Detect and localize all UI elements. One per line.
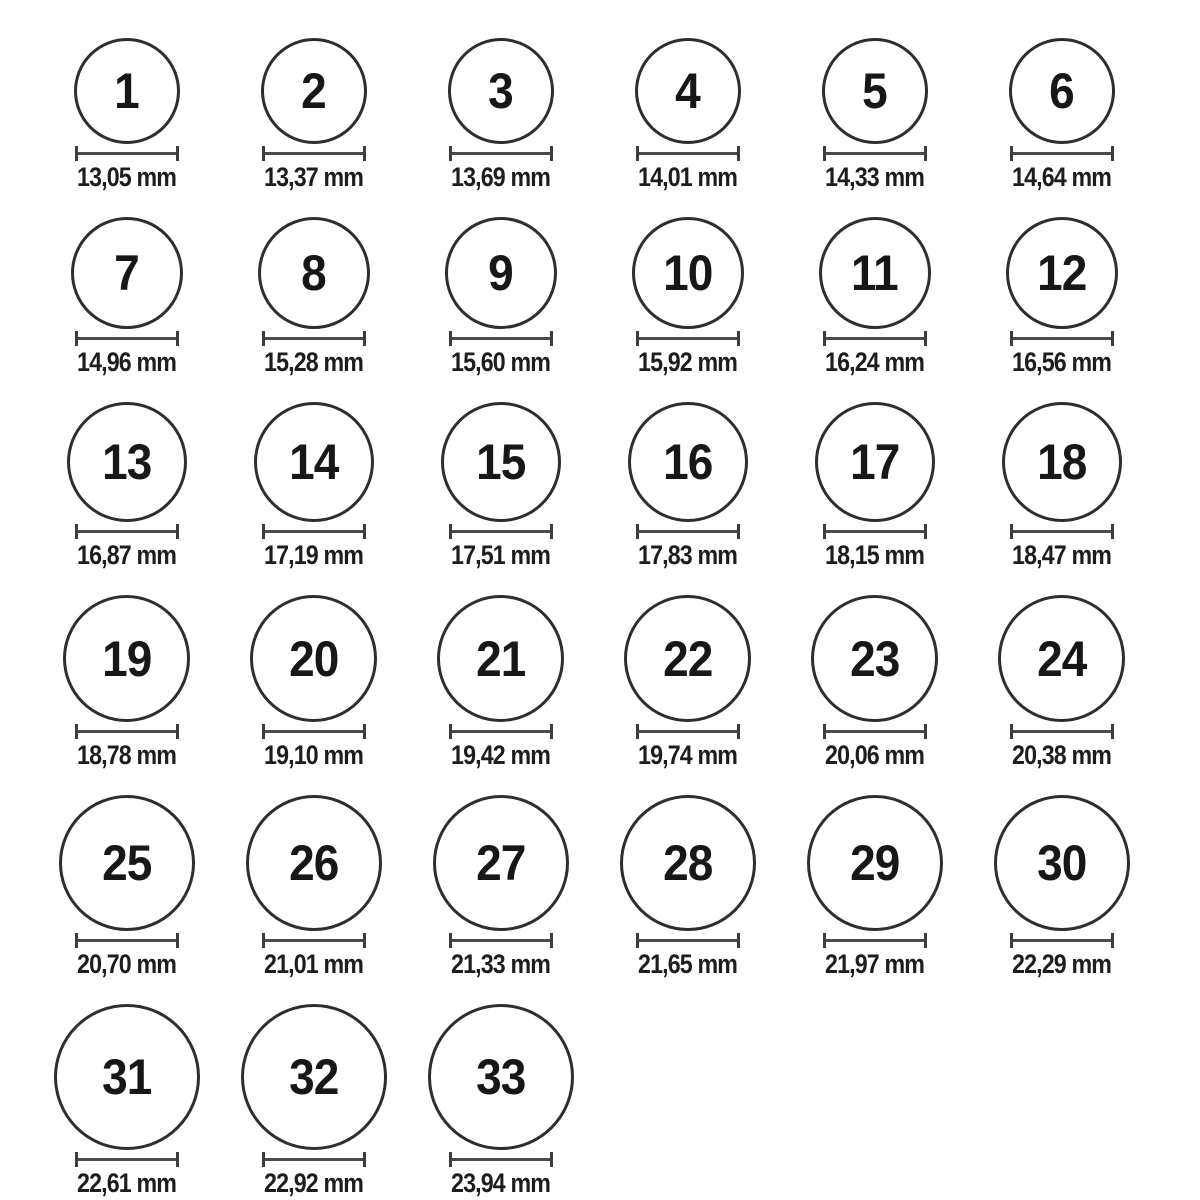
size-number: 23 <box>849 630 900 687</box>
diameter-label: 22,29 mm <box>1012 949 1111 979</box>
diameter-dimension-line <box>75 724 179 739</box>
size-number: 20 <box>288 630 339 687</box>
ring-size-cell <box>781 38 968 191</box>
ring-size-cell <box>781 402 968 569</box>
size-circle <box>1009 38 1115 144</box>
ring-size-cell <box>968 795 1155 978</box>
ring-size-row <box>33 402 1200 569</box>
diameter-label: 16,87 mm <box>77 540 176 570</box>
ring-size-cell <box>594 217 781 376</box>
ring-size-row <box>33 38 1200 191</box>
size-number: 4 <box>675 63 700 119</box>
size-circle <box>635 38 741 144</box>
size-number: 32 <box>288 1049 339 1105</box>
diameter-dimension-line <box>262 724 366 739</box>
size-circle <box>250 595 377 722</box>
diameter-label: 19,10 mm <box>264 740 363 770</box>
diameter-label: 21,97 mm <box>825 949 924 979</box>
ring-size-cell <box>33 38 220 191</box>
diameter-dimension-line <box>449 524 553 539</box>
diameter-dimension-line <box>1010 146 1114 161</box>
size-number: 24 <box>1036 630 1087 687</box>
diameter-label: 21,33 mm <box>451 949 550 979</box>
size-circle <box>71 217 183 329</box>
diameter-dimension-line <box>262 331 366 346</box>
size-number: 9 <box>488 245 513 301</box>
size-circle <box>428 1004 574 1150</box>
diameter-label: 22,61 mm <box>77 1168 176 1198</box>
diameter-label: 13,69 mm <box>451 162 550 192</box>
size-circle <box>67 402 187 522</box>
ring-size-cell <box>220 795 407 978</box>
ring-size-cell <box>33 402 220 569</box>
ring-size-cell <box>594 402 781 569</box>
size-circle <box>620 795 756 931</box>
diameter-dimension-line <box>823 331 927 346</box>
size-number: 5 <box>862 63 887 119</box>
ring-size-cell <box>220 1004 407 1197</box>
diameter-label: 22,92 mm <box>264 1168 363 1198</box>
size-circle <box>437 595 564 722</box>
diameter-dimension-line <box>262 1152 366 1167</box>
size-circle <box>445 217 557 329</box>
size-circle <box>433 795 569 931</box>
ring-size-cell <box>33 217 220 376</box>
ring-size-cell <box>781 595 968 769</box>
ring-size-cell <box>407 217 594 376</box>
ring-size-cell <box>781 217 968 376</box>
diameter-label: 23,94 mm <box>451 1168 550 1198</box>
diameter-dimension-line <box>75 146 179 161</box>
diameter-label: 20,70 mm <box>77 949 176 979</box>
size-circle <box>246 795 382 931</box>
size-number: 16 <box>662 434 713 490</box>
diameter-dimension-line <box>449 1152 553 1167</box>
size-circle <box>1006 217 1118 329</box>
size-number: 28 <box>662 835 713 891</box>
size-number: 12 <box>1036 245 1087 301</box>
size-number: 19 <box>101 630 152 687</box>
diameter-dimension-line <box>1010 331 1114 346</box>
diameter-label: 21,65 mm <box>638 949 737 979</box>
diameter-dimension-line <box>75 1152 179 1167</box>
diameter-dimension-line <box>1010 524 1114 539</box>
size-number: 13 <box>101 434 152 490</box>
ring-size-cell <box>968 38 1155 191</box>
diameter-dimension-line <box>636 146 740 161</box>
size-number: 26 <box>288 835 339 891</box>
size-number: 31 <box>101 1049 152 1105</box>
diameter-dimension-line <box>823 146 927 161</box>
diameter-label: 14,33 mm <box>825 162 924 192</box>
size-circle <box>261 38 367 144</box>
diameter-label: 14,01 mm <box>638 162 737 192</box>
diameter-dimension-line <box>75 933 179 948</box>
size-circle <box>63 595 190 722</box>
ring-size-cell <box>220 402 407 569</box>
ring-size-cell <box>968 402 1155 569</box>
size-circle <box>994 795 1130 931</box>
size-circle <box>1002 402 1122 522</box>
size-number: 17 <box>849 434 900 490</box>
size-number: 27 <box>475 835 526 891</box>
size-number: 33 <box>475 1049 526 1105</box>
size-number: 11 <box>851 245 898 301</box>
diameter-dimension-line <box>449 724 553 739</box>
size-number: 2 <box>301 63 326 119</box>
ring-size-row <box>33 595 1200 769</box>
diameter-dimension-line <box>823 933 927 948</box>
ring-size-cell <box>594 38 781 191</box>
ring-size-row <box>33 217 1200 376</box>
diameter-label: 15,60 mm <box>451 347 550 377</box>
size-number: 22 <box>662 630 713 687</box>
diameter-dimension-line <box>449 146 553 161</box>
ring-size-cell <box>594 595 781 769</box>
ring-size-cell <box>220 38 407 191</box>
diameter-dimension-line <box>262 524 366 539</box>
size-circle <box>59 795 195 931</box>
ring-size-cell <box>407 38 594 191</box>
size-number: 7 <box>114 245 139 301</box>
diameter-label: 20,06 mm <box>825 740 924 770</box>
diameter-label: 14,64 mm <box>1012 162 1111 192</box>
diameter-label: 14,96 mm <box>77 347 176 377</box>
size-circle <box>632 217 744 329</box>
ring-size-cell <box>33 595 220 769</box>
diameter-label: 18,78 mm <box>77 740 176 770</box>
diameter-dimension-line <box>1010 724 1114 739</box>
size-circle <box>624 595 751 722</box>
ring-size-cell <box>407 1004 594 1197</box>
diameter-dimension-line <box>636 933 740 948</box>
size-number: 3 <box>488 63 513 119</box>
diameter-dimension-line <box>636 524 740 539</box>
size-circle <box>441 402 561 522</box>
ring-size-cell <box>33 795 220 978</box>
size-circle <box>811 595 938 722</box>
size-number: 10 <box>662 245 713 301</box>
diameter-dimension-line <box>262 146 366 161</box>
size-number: 14 <box>288 434 339 490</box>
diameter-label: 19,42 mm <box>451 740 550 770</box>
diameter-dimension-line <box>75 331 179 346</box>
diameter-label: 15,28 mm <box>264 347 363 377</box>
size-number: 30 <box>1036 835 1087 891</box>
size-number: 6 <box>1049 63 1074 119</box>
ring-size-cell <box>407 795 594 978</box>
size-number: 29 <box>849 835 900 891</box>
size-number: 8 <box>301 245 326 301</box>
diameter-label: 17,83 mm <box>638 540 737 570</box>
diameter-label: 18,15 mm <box>825 540 924 570</box>
diameter-label: 17,19 mm <box>264 540 363 570</box>
ring-size-cell <box>220 595 407 769</box>
size-number: 21 <box>475 630 526 687</box>
ring-size-cell <box>968 217 1155 376</box>
size-circle <box>258 217 370 329</box>
diameter-dimension-line <box>636 724 740 739</box>
diameter-dimension-line <box>449 331 553 346</box>
diameter-label: 21,01 mm <box>264 949 363 979</box>
size-circle <box>448 38 554 144</box>
diameter-label: 13,37 mm <box>264 162 363 192</box>
size-circle <box>74 38 180 144</box>
size-circle <box>241 1004 387 1150</box>
ring-size-cell <box>594 795 781 978</box>
diameter-label: 16,56 mm <box>1012 347 1111 377</box>
ring-size-cell <box>781 795 968 978</box>
diameter-label: 13,05 mm <box>77 162 176 192</box>
diameter-label: 17,51 mm <box>451 540 550 570</box>
size-circle <box>819 217 931 329</box>
diameter-dimension-line <box>823 524 927 539</box>
size-circle <box>628 402 748 522</box>
ring-size-cell <box>407 402 594 569</box>
size-circle <box>815 402 935 522</box>
diameter-dimension-line <box>823 724 927 739</box>
size-number: 18 <box>1036 434 1087 490</box>
size-circle <box>54 1004 200 1150</box>
size-number: 25 <box>101 835 152 891</box>
size-circle <box>998 595 1125 722</box>
ring-size-cell <box>968 595 1155 769</box>
diameter-label: 18,47 mm <box>1012 540 1111 570</box>
ring-size-cell <box>33 1004 220 1197</box>
diameter-dimension-line <box>1010 933 1114 948</box>
diameter-dimension-line <box>75 524 179 539</box>
ring-size-row <box>33 795 1200 978</box>
size-circle <box>807 795 943 931</box>
ring-size-row <box>33 1004 1200 1197</box>
ring-size-cell <box>407 595 594 769</box>
diameter-label: 16,24 mm <box>825 347 924 377</box>
diameter-dimension-line <box>636 331 740 346</box>
ring-size-cell <box>220 217 407 376</box>
size-circle <box>254 402 374 522</box>
size-number: 15 <box>475 434 526 490</box>
diameter-label: 15,92 mm <box>638 347 737 377</box>
diameter-label: 19,74 mm <box>638 740 737 770</box>
size-number: 1 <box>114 63 139 119</box>
size-circle <box>822 38 928 144</box>
diameter-dimension-line <box>449 933 553 948</box>
diameter-label: 20,38 mm <box>1012 740 1111 770</box>
diameter-dimension-line <box>262 933 366 948</box>
